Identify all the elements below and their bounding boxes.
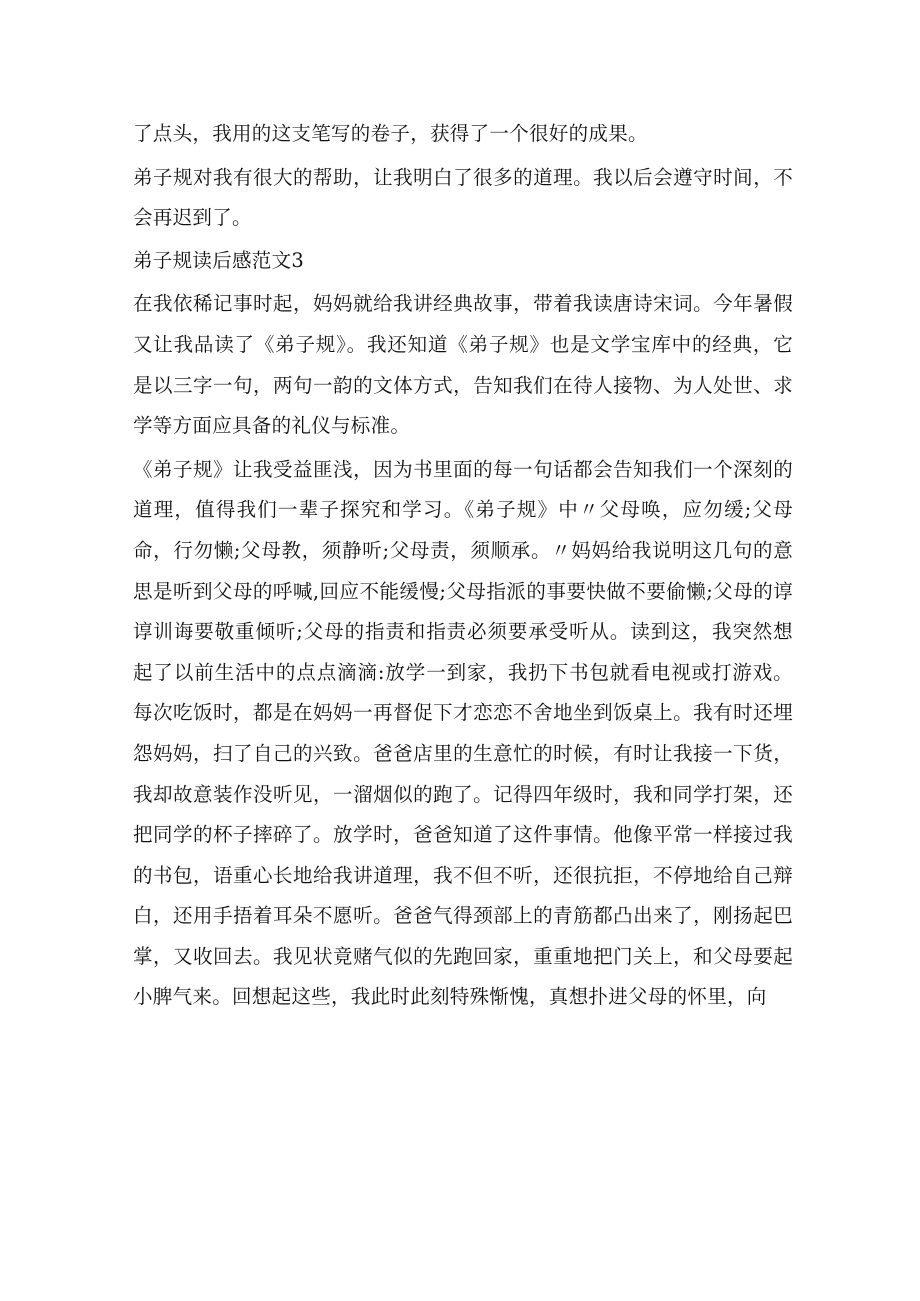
section-title: 弟子规读后感范文3 xyxy=(133,248,305,272)
paragraph-1: 了点头，我用的这支笔写的卷子，获得了一个很好的成果。 xyxy=(133,122,648,145)
paragraph-3: 在我依稀记事时起，妈妈就给我讲经典故事，带着我读唐诗宋词。今年暑假又让我品读了《弟子规》。我还知道《弟子规》也是文学宝库中的经典，它是以三字一句，两句一韵的文体方式，告知我们在待人接物、为人处世、求学等方面应具备的礼仪与标准。 xyxy=(133,292,793,438)
paragraph-4: 《弟子规》让我受益匪浅，因为书里面的每一句话都会告知我们一个深刻的道理，值得我们一辈子探究和学习。《弟子规》中〃父母唤，应勿缓;父母命，行勿懒;父母教，须静听;父母责，须顺承。〃妈妈给我说明这几句的意思是听到父母的呼喊,回应不能缓慢;父母指派的事要快做不要偷懒;父母的谆谆训诲要敬重倾听;父母的指责和指责必须要承受听从。读到这，我突然想起了以前生活中的点点滴滴:放学一到家，我扔下书包就看电视或打游戏。每次吃饭时，都是在妈妈一再督促下才恋恋不舍地坐到饭桌上。我有时还埋怨妈妈，扫了自己的兴致。爸爸店里的生意忙的时候，有时让我接一下货，我却故意装作没听见，一溜烟似的跑了。记得四年级时，我和同学打架，还把同学的杯子摔碎了。放学时，爸爸知道了这件事情。他像平常一样接过我的书包，语重心长地给我讲道理，我不但不听，还很抗拒，不停地给自己辩白，还用手捂着耳朵不愿听。爸爸气得颈部上的青筋都凸出来了，刚扬起巴掌，又收回去。我见状竟赌气似的先跑回家，重重地把门关上，和父母要起小脾气来。回想起这些，我此时此刻特殊惭愧，真想扑进父母的怀里，向 xyxy=(133,457,793,1009)
paragraph-2: 弟子规对我有很大的帮助，让我明白了很多的道理。我以后会遵守时间，不会再迟到了。 xyxy=(133,165,793,230)
document-body xyxy=(133,114,793,1018)
